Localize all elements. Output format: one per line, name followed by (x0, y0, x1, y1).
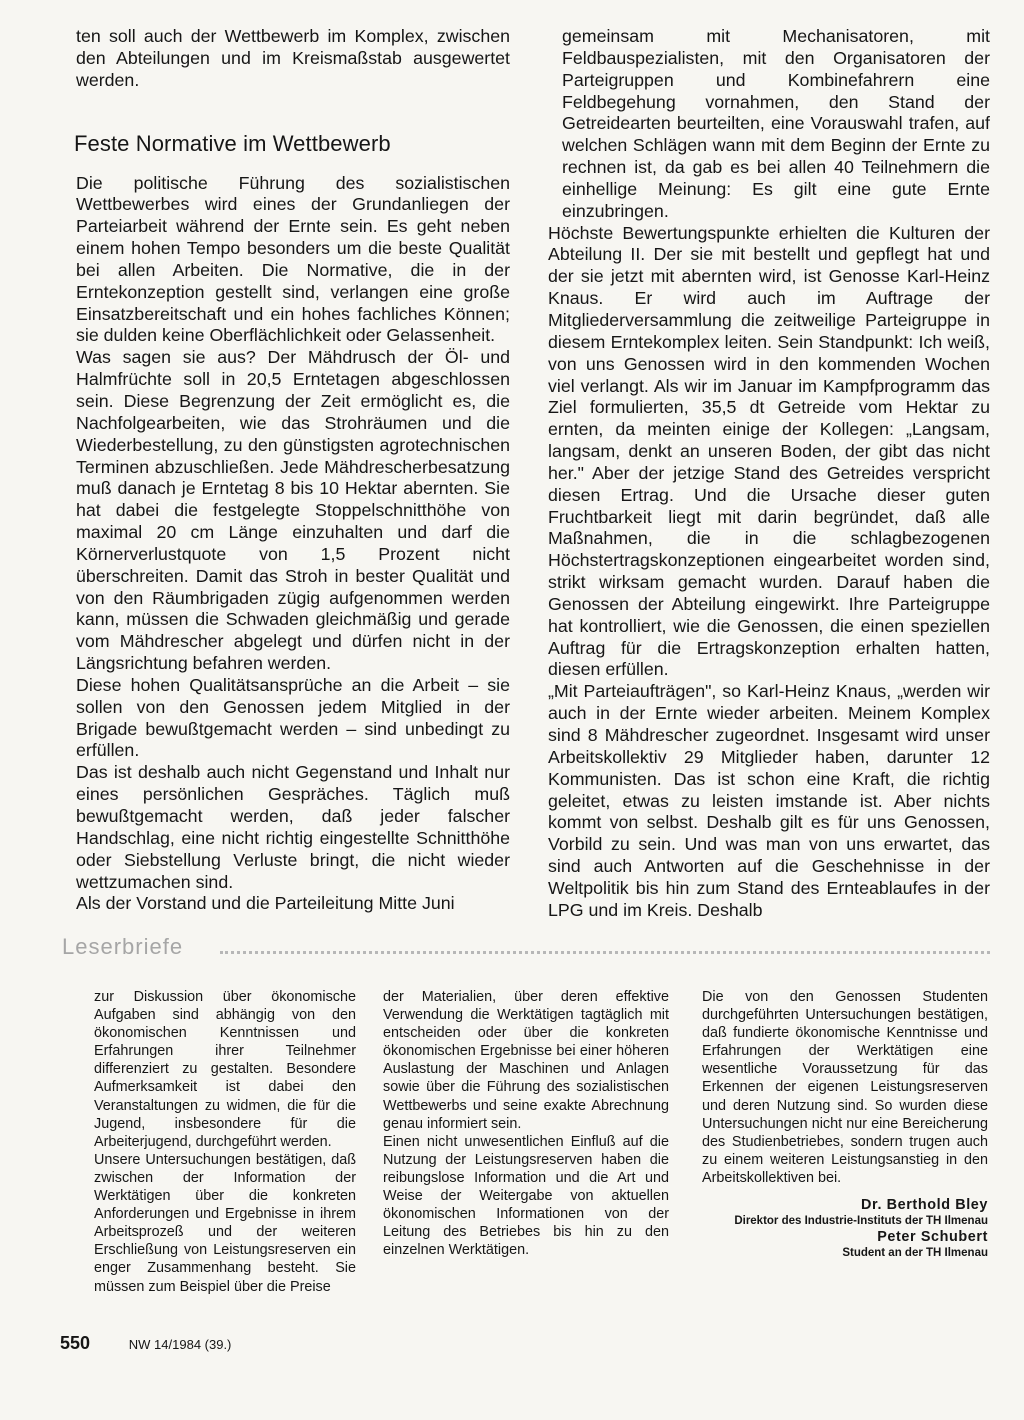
letter-paragraph: der Materialien, über deren effektive Verwendung die Werktätigen tagtäglich mit entscheiden oder über die konkreten ökonomischen Ergebnisse bei einer höheren Auslastung der Maschinen und Anlagen sowie über die Führung des sozialistischen Wettbewerbs und seine exakte Abrechnung genau informiert sein. (383, 989, 669, 1132)
signature-block (702, 1196, 988, 1260)
issue-label: NW 14/1984 (39.) (128, 1337, 232, 1352)
author-name: Dr. Berthold Bley (861, 1197, 988, 1214)
article-column-left (60, 26, 510, 915)
article-paragraph: Höchste Bewertungspunkte erhielten die Kulturen der Abteilung II. Der sie mit bestellt und gepflegt hat und der sie jetzt mit abernten wird, ist Genosse Karl-Heinz Knaus. Er wird auch im Auftrage der Mitgliederversammlung die zeitweilige Parteigruppe in diesem Erntekomplex leiten. Sein Standpunkt: Ich weiß, von uns Genossen wird in den kommenden Wochen viel verlangt. Als wir im Januar im Kampfprogramm das Ziel formulierten, 35,5 dt Getreide vom Hektar zu ernten, da meinten einige der Kollegen: „Langsam, langsam, denkt an unseren Boden, der gibt das nicht her." Aber der jetzige Stand des Getreides verspricht diesen Ertrag. Und die Ursache dieser guten Fruchtbarkeit liegt mit darin begründet, daß alle Maßnahmen, die in die schlagbezogenen Höchstertragskonzeptionen eingearbeitet worden sind, strikt wirksam gemacht wurden. Darauf haben die Genossen der Abteilung eingewirkt. Ihre Parteigruppe hat kontrolliert, wie die Genossen, die einen speziellen Auftrag für die Ertragskonzeption erhalten hatten, diesen erfüllen. (548, 222, 990, 680)
article-paragraph: Als der Vorstand und die Parteileitung Mitte Juni (76, 893, 455, 914)
author-name: Peter Schubert (877, 1229, 988, 1246)
article-paragraph: Das ist deshalb auch nicht Gegenstand und Inhalt nur eines persönlichen Gespräches. Täglich muß bewußtgemacht werden, daß jeder falscher Handschlag, eine nicht richtig eingestellte Schnitthöhe oder Siebstellung Verluste bringt, die nicht wieder wettzumachen sind. (76, 762, 510, 892)
author-role: Student an der TH Ilmenau (842, 1247, 988, 1260)
letters-section-title: Leserbriefe (62, 934, 184, 959)
letter-paragraph: Die von den Genossen Studenten durchgeführten Untersuchungen bestätigen, daß fundierte ökonomische Kenntnisse und Erfahrungen der Werktätigen eine wesentliche Voraussetzung für das Erkennen der eigenen Leistungsreserven und deren Nutzung sind. So wurden diese Untersuchungen nicht nur eine Bereicherung des Studienbetriebes, sondern trugen auch zu einem weiteren Leistungsanstieg in den Arbeitskollektiven bei. (702, 989, 988, 1186)
letter-paragraph: Unsere Untersuchungen bestätigen, daß zwischen der Information der Werktätigen über die konkreten Anforderungen und Ergebnisse in ihrem Arbeitsprozeß und der weiteren Erschließung von Leistungsreserven ein enger Zusammenhang besteht. Sie müssen zum Beispiel über die Preise (94, 1151, 356, 1295)
article-paragraph: ten soll auch der Wettbewerb im Komplex, zwischen den Abteilungen und im Kreismaßstab ausgewertet werden. (76, 26, 510, 90)
letters-column-3 (702, 988, 988, 1260)
article-paragraph: gemeinsam mit Mechanisatoren, mit Feldbauspezialisten, mit den Organisatoren der Parteigruppen und Kombinefahrern eine Feldbegehung vornahmen, den Stand der Getreidearten beurteilten, eine Vorauswahl trafen, auf welchen Schlägen wann mit dem Beginn der Ernte zu rechnen ist, da gab es bei allen 40 Teilnehmern die einhellige Meinung: Es gilt eine gute Ernte einzubringen. (562, 26, 990, 221)
letters-column-1 (94, 988, 356, 1296)
letters-column-2 (383, 988, 669, 1259)
page-footer (60, 1333, 231, 1354)
letter-paragraph: Einen nicht unwesentlichen Einfluß auf die Nutzung der Leistungsreserven haben die reibungslose Information und die Art und Weise der Weitergabe von aktuellen ökonomischen Informationen von der Leitung des Betriebes bis hin zu den einzelnen Werktätigen. (383, 1133, 669, 1259)
letter-paragraph: zur Diskussion über ökonomische Aufgaben sind abhängig von den ökonomischen Kenntnissen und Erfahrungen ihrer Teilnehmer differenziert zu gestalten. Besondere Aufmerksamkeit ist dabei den Veranstaltungen zu widmen, die für die Jugend, insbesondere für die Arbeiterjugend, durchgeführt werden. (94, 989, 356, 1150)
article-paragraph: Die politische Führung des sozialistischen Wettbewerbes wird eines der Grundanliegen der Parteiarbeit während der Ernte sein. Es geht neben einem hohen Tempo besonders um die beste Qualität bei allen Arbeiten. Die Normative, die in der Erntekonzeption gestellt sind, verlangen eine große Einsatzbereitschaft und ein hohes fachliches Können; sie dulden keine Oberflächlichkeit oder Gelassenheit. (76, 172, 510, 346)
article-paragraph: Diese hohen Qualitätsansprüche an die Arbeit – sie sollen von den Genossen jedem Mitglied in der Brigade bewußtgemacht werden – sind unbedingt zu erfüllen. (76, 674, 510, 761)
article-subheading: Feste Normative im Wettbewerb (74, 131, 391, 156)
article-paragraph: „Mit Parteiaufträgen", so Karl-Heinz Knaus, „werden wir auch in der Ernte wieder arbeiten. Meinem Komplex sind 8 Mähdrescher zugeordnet. Insgesamt wird unser Arbeitskollektiv 29 Mitglieder haben, darunter 12 Kommunisten. Das ist schon eine Kraft, die richtig geleitet, etwas zu leisten imstande ist. Aber nichts kommt von selbst. Deshalb gilt es für uns Genossen, Vorbild zu sein. Und was man von uns erwartet, das sind auch Antworten auf die Geschehnisse in der Weltpolitik bis hin zum Stand des Ernteablaufes in der LPG und im Kreis. Deshalb (548, 681, 990, 920)
letters-section-header (62, 934, 990, 964)
article-column-right (538, 26, 990, 922)
page-number: 550 (60, 1333, 91, 1353)
dotted-rule (220, 951, 990, 954)
author-role: Direktor des Industrie-Instituts der TH Ilmenau (734, 1215, 988, 1228)
article-paragraph: Was sagen sie aus? Der Mähdrusch der Öl- und Halmfrüchte soll in 20,5 Erntetagen abgeschlossen sein. Diese Begrenzung der Zeit ermöglicht es, die Nachfolgearbeiten, wie das Strohräumen und die Wiederbestellung, zu den günstigsten agrotechnischen Terminen abzuschließen. Jede Mähdrescherbesatzung muß danach je Erntetag 8 bis 10 Hektar abernten. Sie hat dabei die festgelegte Stoppelschnitthöhe von maximal 20 cm Länge einzuhalten und darf die Körnerverlustquote von 1,5 Prozent nicht überschreiten. Damit das Stroh in bester Qualität und von den Räumbrigaden zügig aufgenommen werden kann, müssen die Schwaden gleichmäßig und gerade vom Mähdrescher abgelegt und dürfen nicht in der Längsrichtung befahren werden. (76, 347, 510, 674)
